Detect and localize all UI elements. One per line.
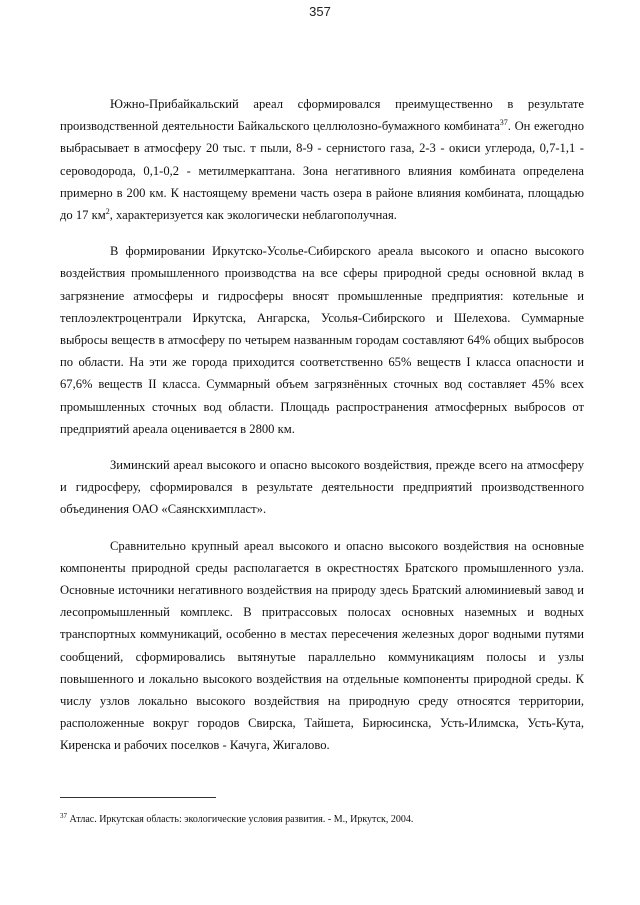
footnote-divider <box>60 797 216 798</box>
paragraph-1 <box>60 93 584 226</box>
superscript-2: 2 <box>105 207 110 217</box>
paragraph-3: Зиминский ареал высокого и опасно высокого воздействия, прежде всего на атмосферу и гидросферу, сформировался в результате деятельности предприятий производственного объединения ОАО «Саянскхимпласт». <box>60 458 584 517</box>
paragraph-1-end: , характеризуется как экологически неблагополучная. <box>109 208 397 223</box>
page-number: 357 <box>309 4 331 19</box>
footnote-reference: 37 <box>499 118 508 128</box>
paragraph-1-start: Южно-Прибайкальский ареал сформировался преимущественно в результате производственной деятельности Байкальского целлюлозно-бумажного комбината <box>60 97 584 134</box>
paragraph-2: В формировании Иркутско-Усолье-Сибирского ареала высокого и опасно высокого воздействия промышленного производства на все сферы природной среды основной вклад в загрязнение атмосферы и гидросферы вносят промышленные предприятия: котельные и теплоэлектроцентрали Иркутска, Ангарска, Усолья-Сибирского и Шелехова. Суммарные выбросы веществ в атмосферу по четырем названным городам составляют 64% общих выбросов по области. На эти же города приходится соответственно 65% веществ I класса опасности и 67,6% веществ II класса. Суммарный объем загрязнённых сточных вод составляет 45% всех промышленных сточных вод области. Площадь распространения атмосферных выбросов от предприятий ареала оценивается в 2800 км. <box>60 244 584 436</box>
footnote-text: Атлас. Иркутская область: экологические условия развития. - М., Иркутск, 2004. <box>67 814 414 825</box>
paragraph-1-middle: . Он ежегодно выбрасывает в атмосферу 20 тыс. т пыли, 8-9 - сернистого газа, 2-3 - окиси углерода, 0,7-1,1 - сероводорода, 0,1-0,2 - метилмеркаптана. Зона негативного влияния комбината определена примерно в 200 км. К настоящему времени часть озера в районе влияния комбината, площадью до 17 км <box>60 119 584 223</box>
footnote <box>60 813 584 826</box>
paragraph-4: Сравнительно крупный ареал высокого и опасно высокого воздействия на основные компоненты природной среды располагается в окрестностях Братского промышленного узла. Основные источники негативного воздействия на природу здесь Братский алюминиевый завод и лесопромышленный комплекс. В притрассовых полосах основных наземных и водных транспортных коммуникаций, особенно в местах пересечения железных дорог водными путями сообщений, сформировались вытянутые параллельно коммуникациям полосы и узлы повышенного и локально высокого воздействия на отдельные компоненты природной среды. К числу узлов локально высокого воздействия на природную среду относятся территории, расположенные вокруг городов Свирска, Тайшета, Бирюсинска, Усть-Илимска, Усть-Кута, Киренска и рабочих поселков - Качуга, Жигалово. <box>60 538 584 753</box>
footnote-mark: 37 <box>60 812 67 820</box>
body-text <box>60 93 584 771</box>
